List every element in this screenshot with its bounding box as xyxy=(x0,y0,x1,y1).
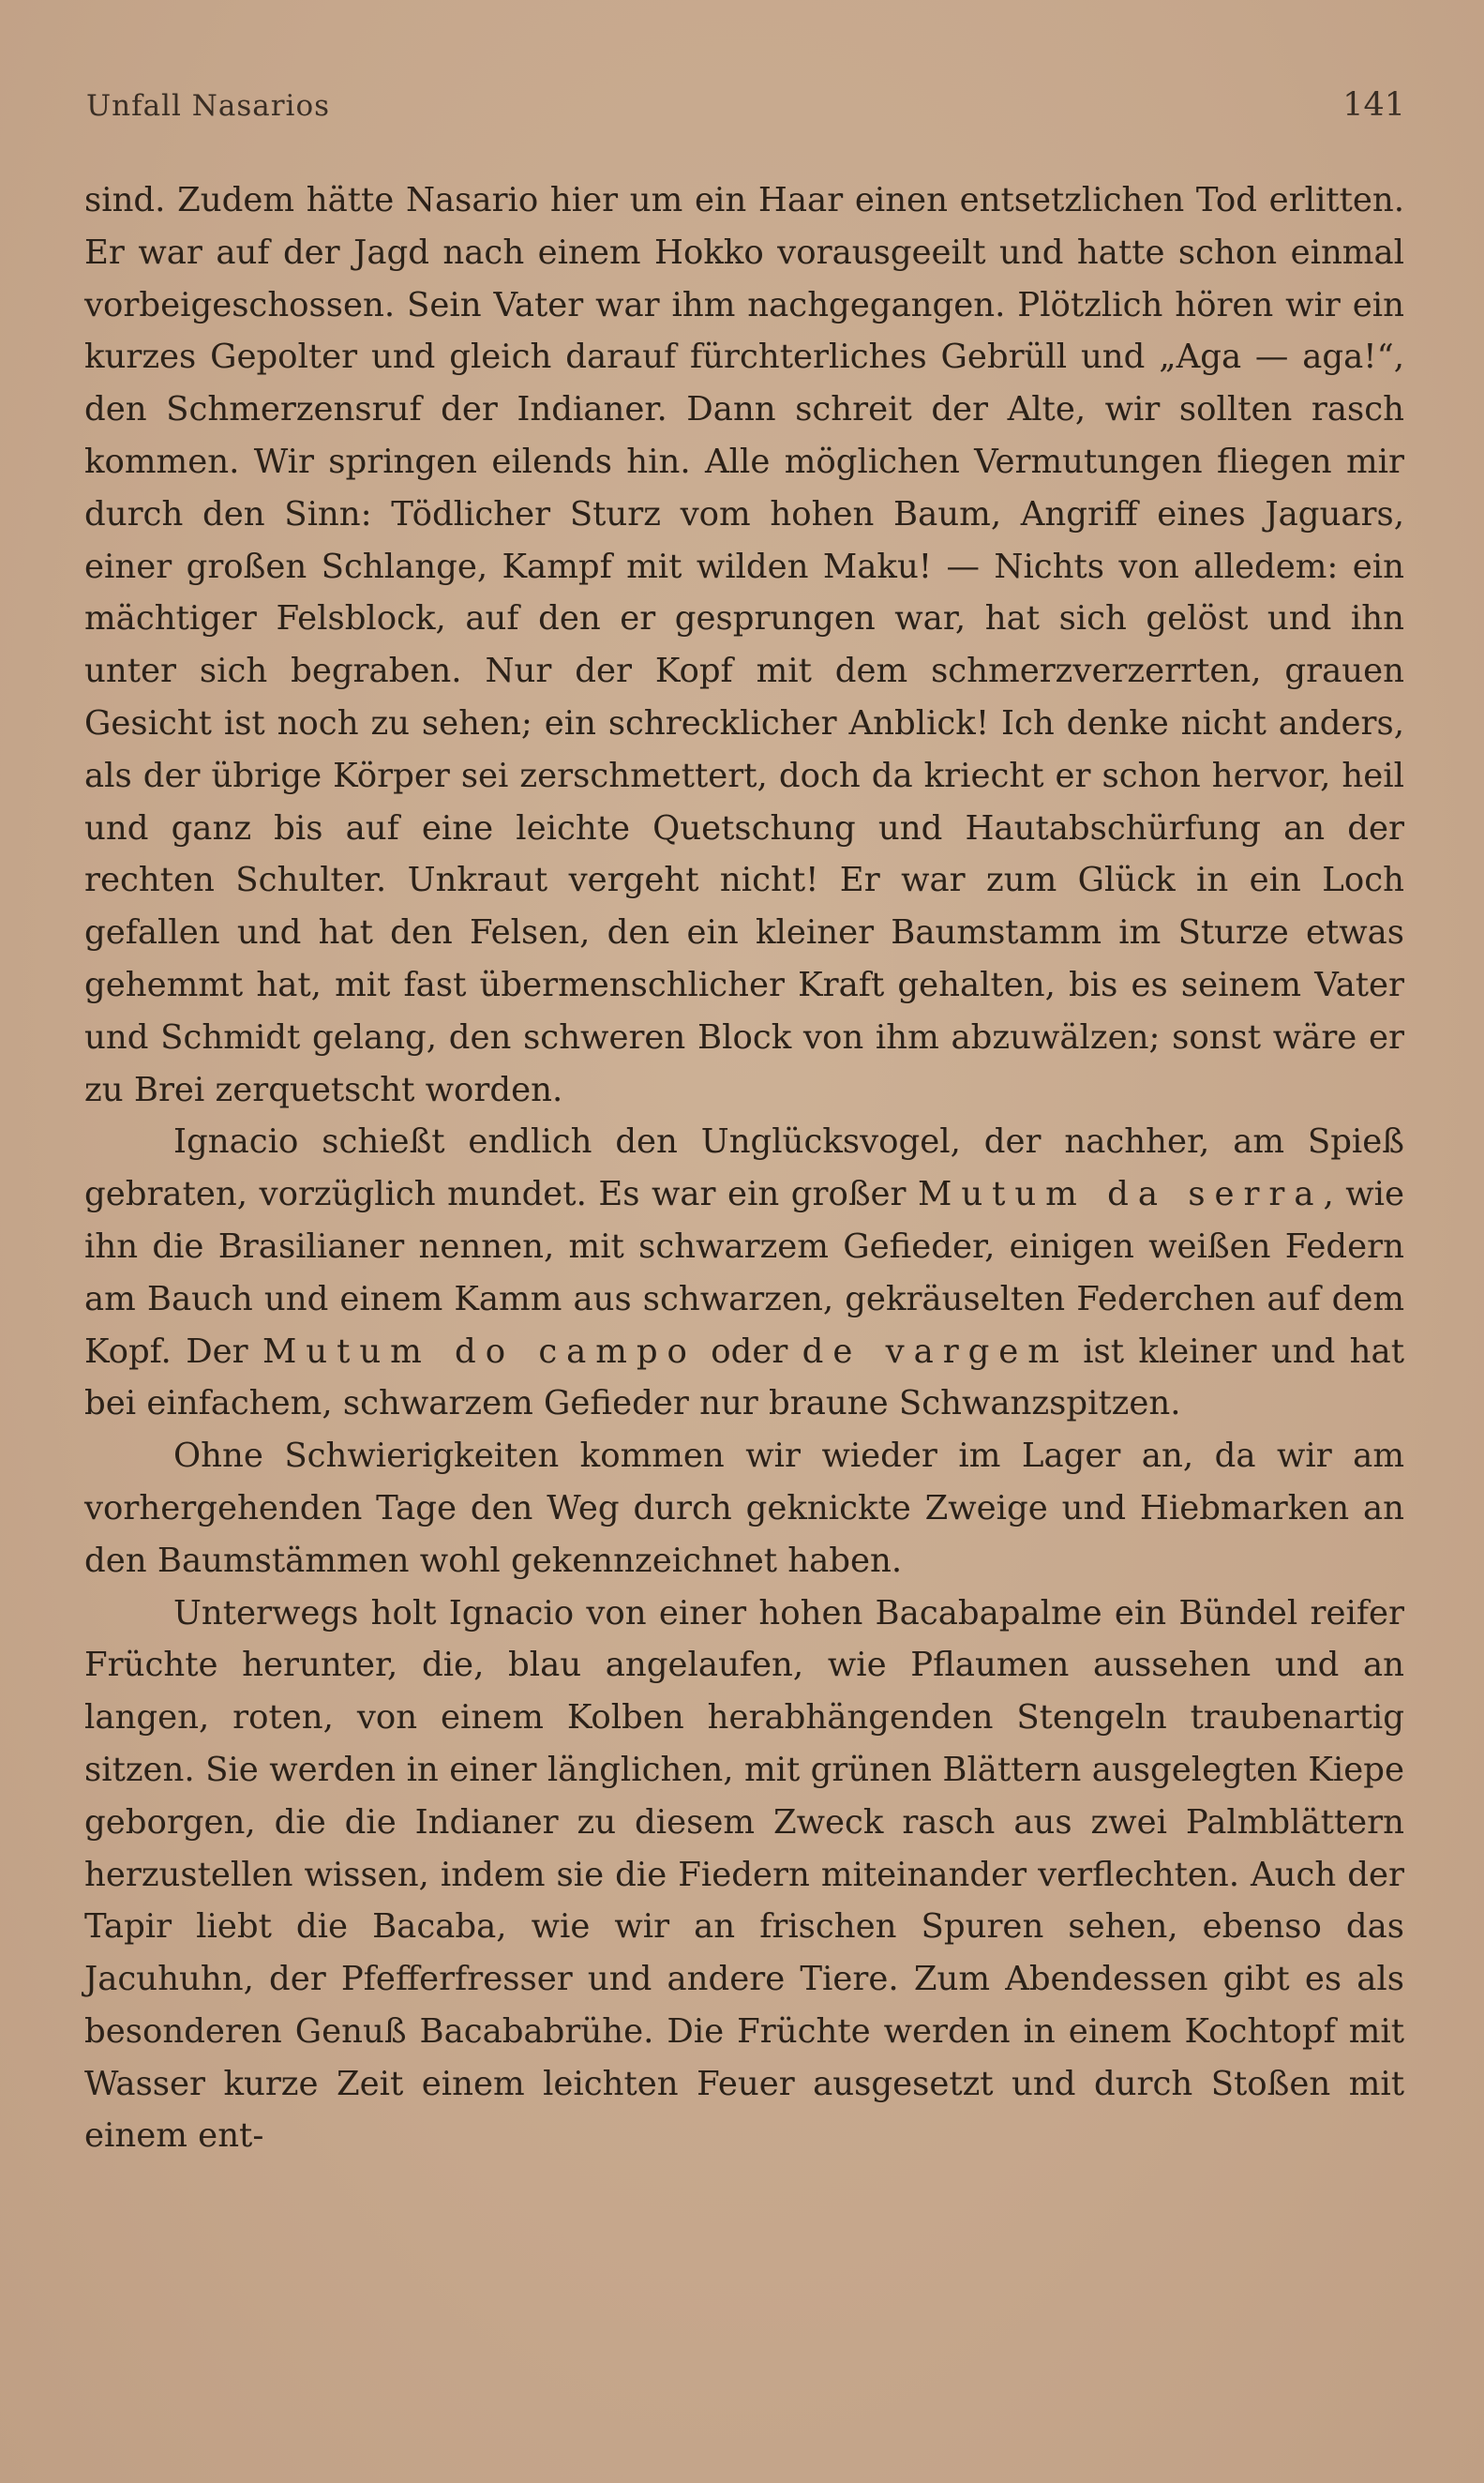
spaced-term-mutum-da-serra: Mutum da serra xyxy=(918,1175,1324,1214)
paragraph-2-text-b: , wie ihn die Brasilianer nennen, mit schwarzem Gefieder, einigen weißen Federn am Bauch und einem Kamm aus schwarzen, gekräuselten Federchen auf dem Kopf. Der xyxy=(84,1175,1404,1371)
running-head: Unfall Nasarios xyxy=(86,89,331,123)
page-number: 141 xyxy=(1342,86,1405,124)
page-header xyxy=(86,86,1405,143)
paragraph-3: Ohne Schwierigkeiten kommen wir wieder im Lager an, da wir am vorhergehenden Tage den Weg durch geknickte Zweige und Hiebmarken an den Baumstämmen wohl gekennzeichnet haben. xyxy=(84,1437,1404,1580)
spaced-term-de-vargem: de vargem xyxy=(802,1332,1069,1371)
body-text xyxy=(84,174,1404,2162)
paragraph-4: Unterwegs holt Ignacio von einer hohen Bacabapalme ein Bündel reifer Früchte herunter, die, blau angelaufen, wie Pflaumen aussehen und an langen, roten, von einem Kolben herabhängenden Stengeln traubenartig sitzen. Sie werden in einer länglichen, mit grünen Blättern ausgelegten Kiepe geborgen, die die Indianer zu diesem Zweck rasch aus zwei Palmblättern herzustellen wissen, indem sie die Fiedern miteinander verflechten. Auch der Tapir liebt die Bacaba, wie wir an frischen Spuren sehen, ebenso das Jacuhuhn, der Pfefferfresser und andere Tiere. Zum Abendessen gibt es als besonderen Genuß Bacababrühe. Die Früchte werden in einem Kochtopf mit Wasser kurze Zeit einem leichten Feuer ausgesetzt und durch Stoßen mit einem ent- xyxy=(84,1593,1404,2156)
paragraph-2 xyxy=(84,1116,1404,1430)
paragraph-2-text-c: oder xyxy=(696,1332,802,1371)
paragraph-2-text-d: ist kleiner und hat bei einfachem, schwarzem Gefieder nur braune Schwanzspitzen. xyxy=(84,1332,1404,1423)
paragraph-1: sind. Zudem hätte Nasario hier um ein Haar einen entsetzlichen Tod erlitten. Er war auf der Jagd nach einem Hokko vorausgeeilt und hatte schon einmal vorbeigeschossen. Sein Vater war ihm nachgegangen. Plötzlich hören wir ein kurzes Gepolter und gleich darauf fürchterliches Gebrüll und „Aga — aga!“, den Schmerzensruf der Indianer. Dann schreit der Alte, wir sollten rasch kommen. Wir springen eilends hin. Alle möglichen Vermutungen fliegen mir durch den Sinn: Tödlicher Sturz vom hohen Baum, Angriff eines Jaguars, einer großen Schlange, Kampf mit wilden Maku! — Nichts von alledem: ein mächtiger Felsblock, auf den er gesprungen war, hat sich gelöst und ihn unter sich begraben. Nur der Kopf mit dem schmerzverzerrten, grauen Gesicht ist noch zu sehen; ein schrecklicher Anblick! Ich denke nicht anders, als der übrige Körper sei zerschmettert, doch da kriecht er schon hervor, heil und ganz bis auf eine leichte Quetschung und Hautabschürfung an der rechten Schulter. Unkraut vergeht nicht! Er war zum Glück in ein Loch gefallen und hat den Felsen, den ein kleiner Baumstamm im Sturze etwas gehemmt hat, mit fast übermenschlicher Kraft gehalten, bis es seinem Vater und Schmidt gelang, den schweren Block von ihm abzuwälzen; sonst wäre er zu Brei zerquetscht worden. xyxy=(84,181,1404,1109)
spaced-term-mutum-do-campo: Mutum do campo xyxy=(262,1332,697,1371)
paragraph-2-text-a: Ignacio schießt endlich den Unglücksvogel, der nachher, am Spieß gebraten, vorzüglich mundet. Es war ein großer xyxy=(84,1122,1404,1214)
